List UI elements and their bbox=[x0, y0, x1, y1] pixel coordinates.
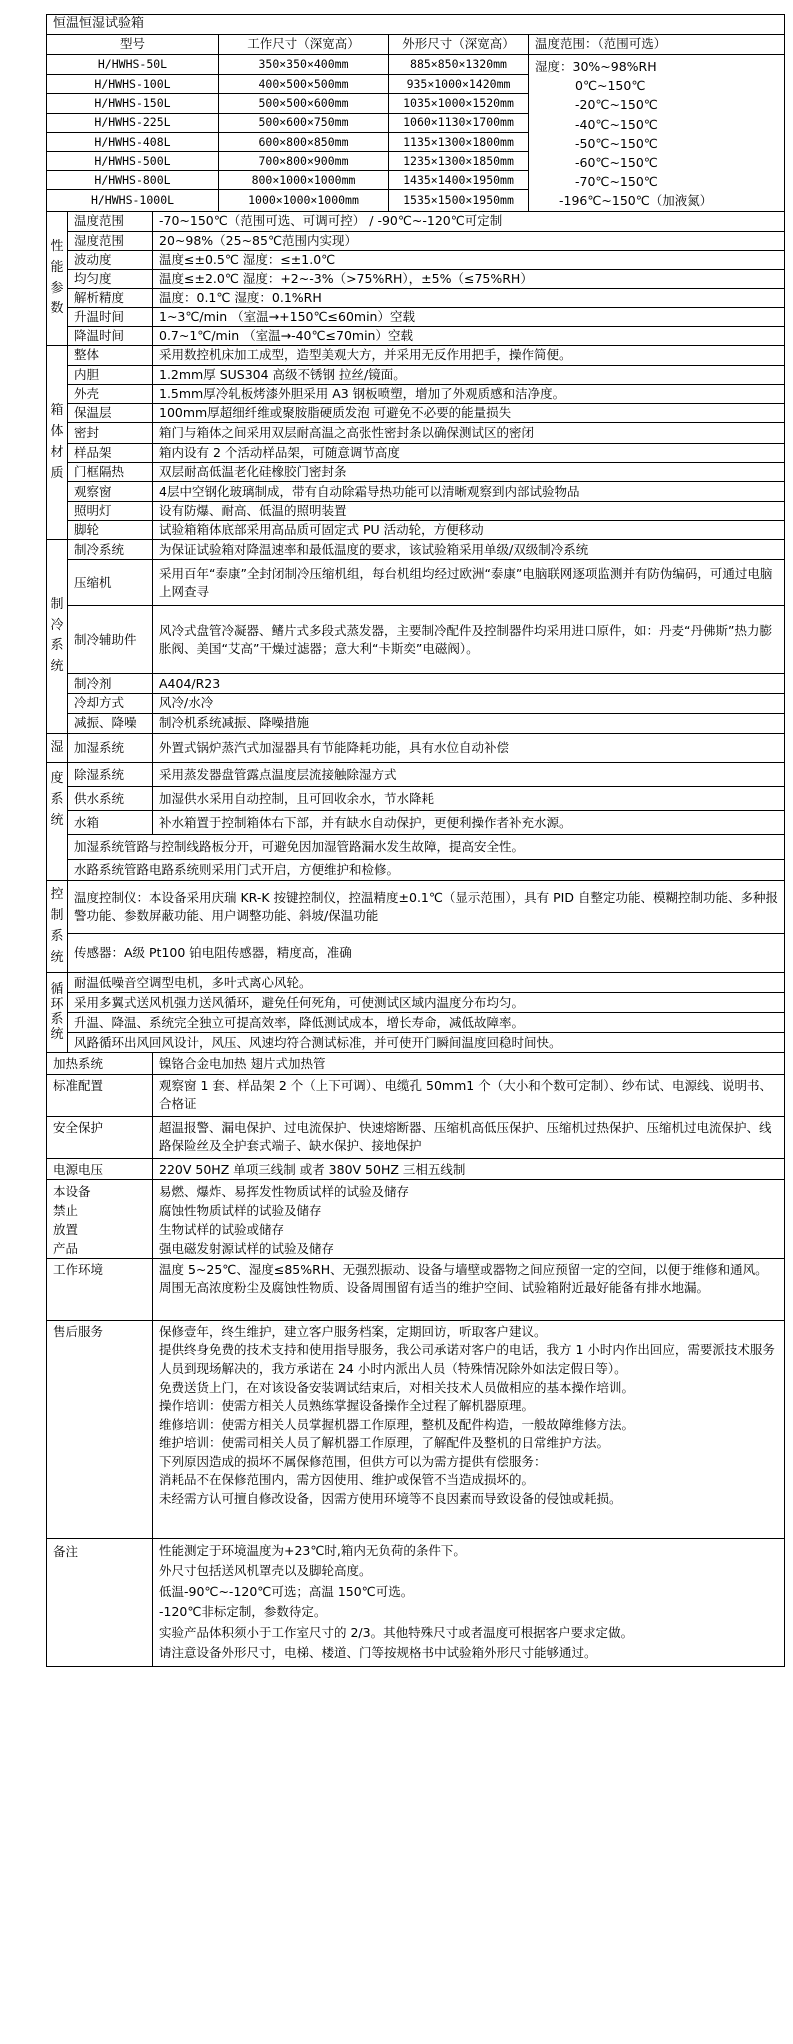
cabinet-row bbox=[47, 346, 785, 365]
prohibited-item: 强电磁发射源试样的试验及储存 bbox=[159, 1240, 335, 1256]
item-value: -70~150℃（范围可选、可调可控） / -90℃~-120℃可定制 bbox=[153, 211, 785, 231]
work-size-cell: 1000×1000×1000mm bbox=[219, 190, 389, 211]
item-label: 脚轮 bbox=[68, 521, 153, 540]
aftersales-line: 提供终身免费的技术支持和使用指导服务，我公司承诺对客户的电话，我方 1 小时内作出回应，需要派技术服务人员到现场解决的，我方承诺在 24 小时内派出人员（特殊情况除外如法定假日等）。 bbox=[159, 1342, 775, 1376]
page-title: 恒温恒湿试验箱 bbox=[47, 15, 785, 35]
item-value: 双层耐高低温老化硅橡胶门密封条 bbox=[153, 463, 785, 482]
temp-option: -196℃~150℃（加液氮） bbox=[559, 193, 713, 209]
aftersales-line: 保修壹年，终生维护，建立客户服务档案，定期回访，听取客户建议。 bbox=[159, 1323, 547, 1339]
sensor-desc: 传感器：A级 Pt100 铂电阻传感器，精度高，准确 bbox=[68, 933, 785, 973]
cabinet-row bbox=[47, 521, 785, 540]
prohibited-row bbox=[47, 1179, 785, 1258]
heating-value: 镍铬合金电加热 翅片式加热管 bbox=[153, 1053, 785, 1074]
vertical-label-char: 能 bbox=[50, 259, 64, 275]
circulation-row bbox=[47, 1033, 785, 1053]
item-label: 门框隔热 bbox=[68, 463, 153, 482]
header-work-size: 工作尺寸（深宽高） bbox=[219, 35, 389, 55]
item-value: A404/R23 bbox=[153, 674, 785, 694]
humid-row bbox=[47, 787, 785, 811]
performance-row bbox=[47, 327, 785, 346]
spec-row bbox=[47, 55, 785, 75]
vertical-label-char: 循 bbox=[50, 982, 64, 998]
title-row bbox=[47, 15, 785, 35]
vertical-label-char: 系 bbox=[50, 928, 64, 944]
item-value: 制冷机系统减振、降噪措施 bbox=[153, 713, 785, 733]
control-row bbox=[47, 933, 785, 973]
aftersales-line: 消耗品不在保修范围内，需方因使用、维护或保管不当造成损坏的。 bbox=[159, 1472, 535, 1488]
work-size-cell: 500×600×750mm bbox=[219, 113, 389, 132]
vertical-label-char: 系 bbox=[50, 1011, 64, 1027]
cabinet-label bbox=[47, 346, 68, 540]
item-label: 密封 bbox=[68, 422, 153, 443]
safety-value: 超温报警、漏电保护、过电流保护、快速熔断器、压缩机高低压保护、压缩机过热保护、压缩机过电流保护、线路保险丝及全护套式端子、缺水保护、接地保护 bbox=[153, 1116, 785, 1158]
vertical-label-char: 系 bbox=[50, 638, 64, 654]
vertical-label-char: 体 bbox=[50, 424, 64, 440]
aftersales-line: 免费送货上门，在对该设备安装调试结束后，对相关技术人员做相应的基本操作培训。 bbox=[159, 1379, 635, 1395]
humid-label-bottom bbox=[47, 763, 68, 881]
item-label: 除湿系统 bbox=[68, 763, 153, 787]
vertical-label-char: 制 bbox=[50, 596, 64, 612]
item-label: 减振、降噪 bbox=[68, 713, 153, 733]
vertical-label-char: 材 bbox=[50, 444, 64, 460]
aftersales-line: 维修培训：使需方相关人员掌握机器工作原理，整机及配件构造，一般故障维修方法。 bbox=[159, 1416, 635, 1432]
model-cell: H/HWHS-50L bbox=[47, 55, 219, 75]
temp-option: -40℃~150℃ bbox=[575, 116, 658, 132]
vertical-label-char: 统 bbox=[50, 949, 64, 965]
environment-row bbox=[47, 1258, 785, 1320]
control-label bbox=[47, 881, 68, 973]
remarks-label: 备注 bbox=[47, 1538, 153, 1666]
controller-desc: 温度控制仪：本设备采用庆瑞 KR-K 按键控制仪，控温精度±0.1℃（显示范围），具有 PID 自整定功能、模糊控制功能、多种报警功能、参数屏蔽功能、用户调整功能、斜坡/保温功能 bbox=[68, 881, 785, 934]
vertical-label-char: 系 bbox=[50, 792, 64, 808]
item-label: 制冷剂 bbox=[68, 674, 153, 694]
standard-label: 标准配置 bbox=[47, 1074, 153, 1116]
humid-label-top: 湿 bbox=[47, 733, 68, 763]
cabinet-row bbox=[47, 443, 785, 462]
item-value: 箱门与箱体之间采用双层耐高温之高张性密封条以确保测试区的密闭 bbox=[153, 422, 785, 443]
vertical-label-char: 制 bbox=[50, 908, 64, 924]
remark-line: -120℃非标定制，参数待定。 bbox=[159, 1604, 327, 1620]
vertical-label-char: 度 bbox=[50, 771, 64, 787]
remark-line: 请注意设备外形尺寸，电梯、楼道、门等按规格书中试验箱外形尺寸能够通过。 bbox=[159, 1645, 597, 1661]
item-label: 冷却方式 bbox=[68, 694, 153, 713]
refrigeration-row bbox=[47, 560, 785, 606]
model-cell: H/HWHS-150L bbox=[47, 94, 219, 113]
model-cell: H/HWHS-800L bbox=[47, 171, 219, 190]
outer-size-cell: 935×1000×1420mm bbox=[389, 75, 529, 94]
model-cell: H/HWHS-408L bbox=[47, 132, 219, 151]
aftersales-line: 维护培训：使需司相关人员了解机器工作原理，了解配件及整机的日常维护方法。 bbox=[159, 1435, 610, 1451]
temp-range-list bbox=[529, 55, 785, 212]
humidity-range: 湿度：30%~98%RH bbox=[535, 59, 657, 74]
item-label: 供水系统 bbox=[68, 787, 153, 811]
item-label: 照明灯 bbox=[68, 502, 153, 521]
item-value: 1.2mm厚 SUS304 高级不锈钢 拉丝/镜面。 bbox=[153, 365, 785, 384]
header-model: 型号 bbox=[47, 35, 219, 55]
remarks-row bbox=[47, 1538, 785, 1666]
humid-note-row bbox=[47, 835, 785, 860]
standard-value: 观察窗 1 套、样品架 2 个（上下可调）、电缆孔 50mm1 个（大小和个数可定制）、纱布试、电源线、说明书、合格证 bbox=[153, 1074, 785, 1116]
vertical-label-char: 参 bbox=[50, 280, 64, 296]
temp-option: -70℃~150℃ bbox=[575, 174, 658, 190]
prohibited-label bbox=[47, 1179, 153, 1258]
circulation-row bbox=[47, 1013, 785, 1033]
prohibited-label-line: 放置 bbox=[53, 1221, 79, 1237]
refrigeration-row bbox=[47, 540, 785, 560]
header-outer-size: 外形尺寸（深宽高） bbox=[389, 35, 529, 55]
performance-label bbox=[47, 211, 68, 346]
item-label: 保温层 bbox=[68, 403, 153, 422]
item-label: 湿度范围 bbox=[68, 231, 153, 250]
power-label: 电源电压 bbox=[47, 1158, 153, 1179]
temp-option: -20℃~150℃ bbox=[575, 97, 658, 113]
performance-row bbox=[47, 211, 785, 231]
refrigeration-row bbox=[47, 694, 785, 713]
refrigeration-row bbox=[47, 674, 785, 694]
item-value: 1~3℃/min （室温→+150℃≤60min）空载 bbox=[153, 308, 785, 327]
aftersales-label: 售后服务 bbox=[47, 1320, 153, 1538]
prohibited-item: 易燃、爆炸、易挥发性物质试样的试验及储存 bbox=[159, 1183, 410, 1199]
outer-size-cell: 1060×1130×1700mm bbox=[389, 113, 529, 132]
circulation-item: 风路循环出风回风设计，风压、风速均符合测试标准，并可使开门瞬间温度回稳时间快。 bbox=[68, 1033, 785, 1053]
power-value: 220V 50HZ 单项三线制 或者 380V 50HZ 三相五线制 bbox=[153, 1158, 785, 1179]
item-value: 温度≤±2.0℃ 湿度：+2~-3%（>75%RH），±5%（≤75%RH） bbox=[153, 269, 785, 288]
header-temp-range: 温度范围：（范围可选） bbox=[529, 35, 785, 55]
work-size-cell: 400×500×500mm bbox=[219, 75, 389, 94]
cabinet-row bbox=[47, 422, 785, 443]
item-label: 制冷系统 bbox=[68, 540, 153, 560]
vertical-label-char: 性 bbox=[50, 238, 64, 254]
item-label: 观察窗 bbox=[68, 482, 153, 502]
spec-header-row bbox=[47, 35, 785, 55]
item-label: 制冷辅助件 bbox=[68, 606, 153, 674]
work-size-cell: 350×350×400mm bbox=[219, 55, 389, 75]
item-label: 解析精度 bbox=[68, 289, 153, 308]
vertical-label-char: 冷 bbox=[50, 617, 64, 633]
circulation-item: 耐温低噪音空调型电机，多叶式离心风轮。 bbox=[68, 973, 785, 993]
item-value: 加湿供水采用自动控制，且可回收余水，节水降耗 bbox=[153, 787, 785, 811]
power-row bbox=[47, 1158, 785, 1179]
item-value: 设有防爆、耐高、低温的照明装置 bbox=[153, 502, 785, 521]
circulation-row bbox=[47, 993, 785, 1013]
vertical-label-char: 箱 bbox=[50, 403, 64, 419]
refrigeration-row bbox=[47, 713, 785, 733]
performance-row bbox=[47, 308, 785, 327]
model-cell: H/HWHS-500L bbox=[47, 151, 219, 170]
cabinet-row bbox=[47, 463, 785, 482]
item-label: 波动度 bbox=[68, 250, 153, 269]
item-value: 20~98%（25~85℃范围内实现） bbox=[153, 231, 785, 250]
model-cell: H/HWHS-225L bbox=[47, 113, 219, 132]
item-value: 试验箱箱体底部采用高品质可固定式 PU 活动轮，方便移动 bbox=[153, 521, 785, 540]
temp-option: -50℃~150℃ bbox=[575, 135, 658, 151]
vertical-label-char: 统 bbox=[50, 812, 64, 828]
prohibited-item: 生物试样的试验或储存 bbox=[159, 1221, 285, 1237]
prohibited-label-line: 产品 bbox=[53, 1240, 79, 1256]
heating-row bbox=[47, 1053, 785, 1074]
circulation-row bbox=[47, 973, 785, 993]
performance-row bbox=[47, 250, 785, 269]
item-value: 箱内设有 2 个活动样品架，可随意调节高度 bbox=[153, 443, 785, 462]
temp-option: -60℃~150℃ bbox=[575, 155, 658, 171]
outer-size-cell: 1235×1300×1850mm bbox=[389, 151, 529, 170]
outer-size-cell: 1035×1000×1520mm bbox=[389, 94, 529, 113]
item-value: 0.7~1℃/min （室温→-40℃≤70min）空载 bbox=[153, 327, 785, 346]
item-label: 水箱 bbox=[68, 811, 153, 835]
item-value: 1.5mm厚冷轧板烤漆外胆采用 A3 钢板喷塑，增加了外观质感和洁净度。 bbox=[153, 384, 785, 403]
work-size-cell: 500×500×600mm bbox=[219, 94, 389, 113]
item-label: 均匀度 bbox=[68, 269, 153, 288]
item-value: 补水箱置于控制箱体右下部，并有缺水自动保护，更便利操作者补充水源。 bbox=[153, 811, 785, 835]
performance-row bbox=[47, 269, 785, 288]
item-value: 风冷式盘管冷凝器、鳍片式多段式蒸发器，主要制冷配件及控制器件均采用进口原件，如：丹麦“丹佛斯”热力膨胀阀、美国“艾高”干燥过滤器；意大利“卡斯奕”电磁阀）。 bbox=[153, 606, 785, 674]
outer-size-cell: 1535×1500×1950mm bbox=[389, 190, 529, 211]
item-value: 为保证试验箱对降温速率和最低温度的要求，该试验箱采用单级/双级制冷系统 bbox=[153, 540, 785, 560]
humid-note-row bbox=[47, 860, 785, 881]
refrigeration-label bbox=[47, 540, 68, 733]
item-value: 温度≤±0.5℃ 湿度：≤±1.0℃ bbox=[153, 250, 785, 269]
item-label: 降温时间 bbox=[68, 327, 153, 346]
outer-size-cell: 885×850×1320mm bbox=[389, 55, 529, 75]
aftersales-lines bbox=[153, 1320, 785, 1538]
circulation-item: 升温、降温、系统完全独立可提高效率，降低测试成本，增长寿命，减低故障率。 bbox=[68, 1013, 785, 1033]
environment-label: 工作环境 bbox=[47, 1258, 153, 1320]
cabinet-row bbox=[47, 482, 785, 502]
item-label: 外壳 bbox=[68, 384, 153, 403]
vertical-label-char: 统 bbox=[50, 1026, 64, 1042]
vertical-label-char: 控 bbox=[50, 887, 64, 903]
item-label: 内胆 bbox=[68, 365, 153, 384]
item-value: 采用蒸发器盘管露点温度层流接触除湿方式 bbox=[153, 763, 785, 787]
humid-note: 加湿系统管路与控制线路板分开，可避免因加湿管路漏水发生故障，提高安全性。 bbox=[68, 835, 785, 860]
aftersales-line: 下列原因造成的损坏不属保修范围，但供方可以为需方提供有偿服务： bbox=[159, 1453, 547, 1469]
aftersales-row bbox=[47, 1320, 785, 1538]
aftersales-line: 操作培训：使需方相关人员熟练掌握设备操作全过程了解机器原理。 bbox=[159, 1398, 535, 1414]
vertical-label-char: 质 bbox=[50, 465, 64, 481]
model-cell: H/HWHS-1000L bbox=[47, 190, 219, 211]
prohibited-items bbox=[153, 1179, 785, 1258]
performance-row bbox=[47, 289, 785, 308]
standard-row bbox=[47, 1074, 785, 1116]
prohibited-label-line: 本设备 bbox=[53, 1183, 91, 1199]
remark-line: 外尺寸包括送风机罩壳以及脚轮高度。 bbox=[159, 1563, 372, 1579]
safety-label: 安全保护 bbox=[47, 1116, 153, 1158]
safety-row bbox=[47, 1116, 785, 1158]
humid-row bbox=[47, 733, 785, 763]
item-value: 温度：0.1℃ 湿度：0.1%RH bbox=[153, 289, 785, 308]
remark-line: 实验产品体积须小于工作室尺寸的 2/3。其他特殊尺寸或者温度可根据客户要求定做。 bbox=[159, 1624, 634, 1640]
outer-size-cell: 1135×1300×1800mm bbox=[389, 132, 529, 151]
environment-value: 温度 5~25℃、湿度≤85%RH、无强烈振动、设备与墙壁或器物之间应预留一定的空间，以便于维修和通风。周围无高浓度粉尘及腐蚀性物质、设备周围留有适当的维护空间、试验箱附近最好能备有排水地漏。 bbox=[153, 1258, 785, 1320]
outer-size-cell: 1435×1400×1950mm bbox=[389, 171, 529, 190]
item-label: 温度范围 bbox=[68, 211, 153, 231]
remark-line: 性能测定于环境温度为+23℃时,箱内无负荷的条件下。 bbox=[159, 1542, 466, 1558]
vertical-label-char: 环 bbox=[50, 997, 64, 1013]
work-size-cell: 600×800×850mm bbox=[219, 132, 389, 151]
circulation-item: 采用多翼式送风机强力送风循环，避免任何死角，可使测试区域内温度分布均匀。 bbox=[68, 993, 785, 1013]
temp-option: 0℃~150℃ bbox=[575, 78, 646, 94]
humid-row bbox=[47, 811, 785, 835]
item-value: 100mm厚超细纤维或聚胺脂硬质发泡 可避免不必要的能量损失 bbox=[153, 403, 785, 422]
heating-label: 加热系统 bbox=[47, 1053, 153, 1074]
vertical-label-char: 数 bbox=[50, 301, 64, 317]
item-value: 采用数控机床加工成型，造型美观大方，并采用无反作用把手，操作简便。 bbox=[153, 346, 785, 365]
cabinet-row bbox=[47, 365, 785, 384]
item-label: 整体 bbox=[68, 346, 153, 365]
prohibited-item: 腐蚀性物质试样的试验及储存 bbox=[159, 1202, 322, 1218]
spec-sheet-table bbox=[46, 14, 785, 1667]
item-value: 4层中空钢化玻璃制成，带有自动除霜导热功能可以清晰观察到内部试验物品 bbox=[153, 482, 785, 502]
item-label: 压缩机 bbox=[68, 560, 153, 606]
humid-note: 水路系统管路电路系统则采用门式开启，方便维护和检修。 bbox=[68, 860, 785, 881]
refrigeration-row bbox=[47, 606, 785, 674]
control-row bbox=[47, 881, 785, 934]
item-label: 升温时间 bbox=[68, 308, 153, 327]
model-cell: H/HWHS-100L bbox=[47, 75, 219, 94]
performance-row bbox=[47, 231, 785, 250]
item-label: 加湿系统 bbox=[68, 733, 153, 763]
cabinet-row bbox=[47, 403, 785, 422]
cabinet-row bbox=[47, 502, 785, 521]
remarks-lines bbox=[153, 1538, 785, 1666]
circulation-label bbox=[47, 973, 68, 1053]
work-size-cell: 700×800×900mm bbox=[219, 151, 389, 170]
item-value: 采用百年“泰康”全封闭制冷压缩机组，每台机组均经过欧洲“泰康”电脑联网逐项监测并有防伪编码，可通过电脑上网查寻 bbox=[153, 560, 785, 606]
vertical-label-char: 统 bbox=[50, 659, 64, 675]
work-size-cell: 800×1000×1000mm bbox=[219, 171, 389, 190]
prohibited-label-line: 禁止 bbox=[53, 1202, 79, 1218]
item-label: 样品架 bbox=[68, 443, 153, 462]
humid-row bbox=[47, 763, 785, 787]
cabinet-row bbox=[47, 384, 785, 403]
item-value: 风冷/水冷 bbox=[153, 694, 785, 713]
remark-line: 低温-90℃~-120℃可选；高温 150℃可选。 bbox=[159, 1583, 414, 1599]
item-value: 外置式锅炉蒸汽式加湿器具有节能降耗功能，具有水位自动补偿 bbox=[153, 733, 785, 763]
aftersales-line: 未经需方认可擅自修改设备，因需方使用环境等不良因素而导致设备的侵蚀或耗损。 bbox=[159, 1491, 622, 1507]
